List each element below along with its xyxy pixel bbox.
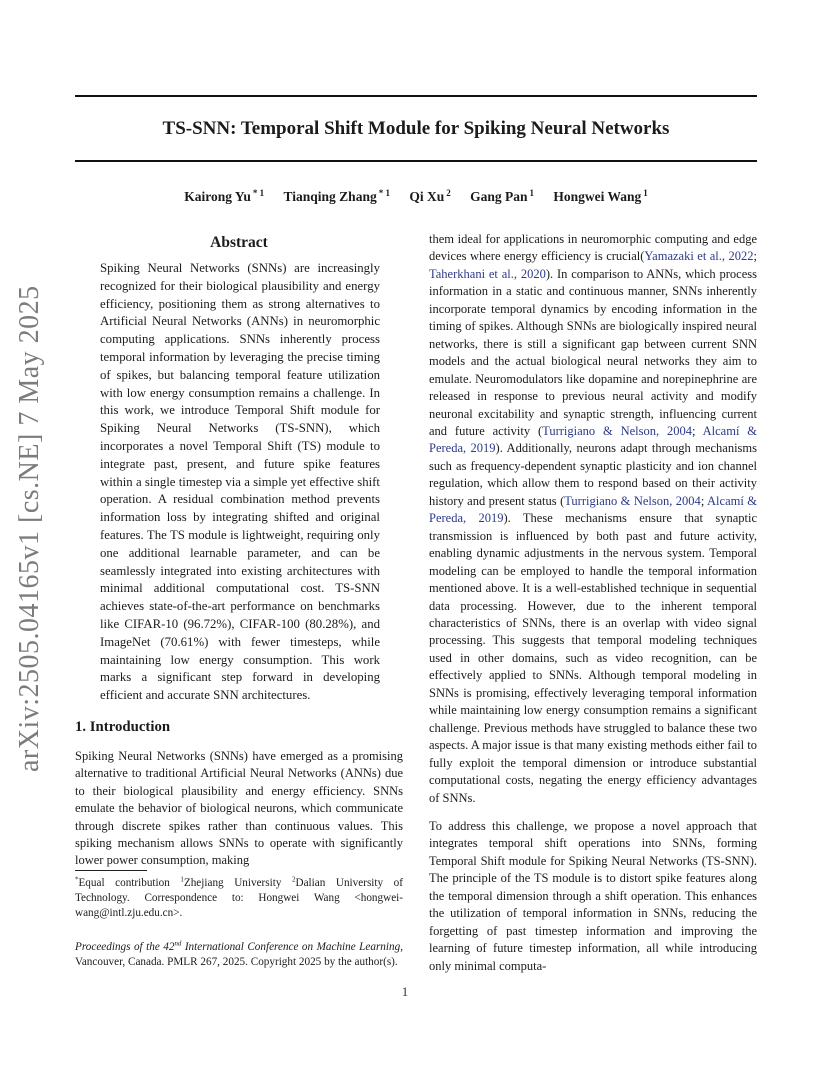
paper-title: TS-SNN: Temporal Shift Module for Spiking Neural Networks: [162, 118, 670, 139]
footnote: [75, 876, 403, 921]
text-segment: Proceedings of the 42: [75, 941, 175, 953]
text-segment: Dalian University of Technology. Correspondence to: Hongwei Wang <hongwei-wang@intl.zju.edu.cn>.: [75, 877, 403, 919]
author-4: [470, 189, 534, 204]
proceedings-notice: [75, 940, 403, 970]
author-4-name: Gang Pan: [470, 189, 528, 204]
text-segment: ;: [753, 249, 757, 264]
author-3: [409, 189, 450, 204]
title-bottom-rule: [75, 160, 757, 162]
citation-link[interactable]: Taherkhani et al., 2020: [429, 266, 546, 281]
text-segment: Zhejiang University: [183, 877, 293, 889]
citation-link[interactable]: Turrigiano & Nelson, 2004: [542, 423, 692, 438]
footnote-rule: [75, 870, 147, 871]
text-segment: 2: [292, 875, 296, 884]
text-segment: ;: [691, 423, 703, 438]
authors-line: [75, 189, 757, 205]
author-3-affiliation-mark: 2: [446, 187, 451, 198]
citation-link[interactable]: Turrigiano & Nelson, 2004: [564, 493, 701, 508]
text-segment: *: [75, 875, 79, 884]
author-5: [553, 189, 647, 204]
author-2: [284, 189, 390, 204]
introduction-heading: 1. Introduction: [75, 719, 171, 735]
text-segment: 1: [180, 875, 184, 884]
text-segment: International Conference on Machine Learning: [181, 941, 401, 953]
citation-link[interactable]: Alcamí & Pereda, 2019: [429, 493, 757, 526]
top-rule: [75, 95, 757, 97]
abstract-body: Spiking Neural Networks (SNNs) are increasingly recognized for their biological plausibility and energy efficiency, positioning them as strong alternatives to Artificial Neural Networks (ANNs) in neuromorphic computing applications. SNNs inherently process temporal information by leveraging the precise timing of spikes, but balancing temporal feature utilization with low energy consumption remains a challenge. In this work, we introduce Temporal Shift module for Spiking Neural Networks (TS-SNN), which incorporates a novel Temporal Shift (TS) module to integrate past, present, and future spike features within a single timestep via a simple yet effective shift operation. A residual combination method prevents information loss by integrating shifted and original features. The TS module is lightweight, requiring only one additional learnable parameter, and can be seamlessly integrated into existing architectures with minimal additional computational cost. TS-SNN achieves state-of-the-art performance on benchmarks like CIFAR-10 (96.72%), CIFAR-100 (80.28%), and ImageNet (70.61%) with fewer timesteps, while maintaining low energy consumption. This work marks a significant step forward in developing efficient and accurate SNN architectures.: [100, 261, 380, 703]
author-5-name: Hongwei Wang: [553, 189, 642, 204]
author-4-affiliation-mark: 1: [529, 187, 534, 198]
text-segment: ). These mechanisms ensure that synaptic transmission is influenced by both past and future activity, enabling dynamic adjustments in the nervous system. Temporal modeling can be employed to handle the temporal information mentioned above. It is a well-established technique in sequential data processing. However, due to the inherent temporal characteristics of SNNs, there is an overlap with video signal processing. This suggests that temporal modeling techniques used in other domains, such as video recognition, can be effectively applied to SNNs. Although temporal modeling in SNNs is promising, effectively leveraging temporal information while maintaining low energy consumption remains a significant challenge. Previous methods have struggled to balance these two aspects. A major issue is that many existing methods either fail to fully exploit the temporal dimension or introduce substantial computational costs, negating the energy efficiency advantages of SNNs.: [429, 511, 757, 805]
text-segment: nd: [174, 939, 182, 948]
page-number: 1: [401, 984, 409, 999]
author-2-name: Tianqing Zhang: [283, 189, 377, 204]
author-5-affiliation-mark: 1: [643, 187, 648, 198]
author-2-affiliation-mark: * 1: [378, 187, 390, 198]
text-segment: , Vancouver, Canada. PMLR 267, 2025. Copyright 2025 by the author(s).: [75, 941, 403, 968]
citation-link[interactable]: Alcamí & Pereda, 2019: [429, 423, 757, 456]
author-1-affiliation-mark: * 1: [252, 187, 265, 198]
author-3-name: Qi Xu: [409, 189, 445, 204]
right-column: [429, 231, 757, 986]
abstract-heading: Abstract: [210, 234, 268, 251]
text-segment: Equal contribution: [78, 877, 181, 889]
introduction-body: Spiking Neural Networks (SNNs) have emerged as a promising alternative to traditional Artificial Neural Networks (ANNs) due to their biological plausibility and energy efficiency. SNNs emulate the behavior of biological neurons, which communicate through discrete spikes rather than continuous values. This spiking mechanism allows SNNs to operate with significantly lower power consumption, making: [75, 749, 403, 868]
author-1-name: Kairong Yu: [184, 189, 251, 204]
text-segment: ;: [700, 493, 708, 508]
right-column-paragraph-2: To address this challenge, we propose a novel approach that integrates temporal shift operations into SNNs, forming Temporal Shift module for Spiking Neural Networks (TS-SNN). The principle of the TS module is to distort spike features along the temporal dimension through a shift operation. This enhances the utilization of temporal information in SNNs, reducing the forgetting of past timestep information and improving the learning of future timestep information, all while introducing only minimal computa-: [429, 818, 757, 973]
text-segment: ). In comparison to ANNs, which process information in a static and continuous manner, SNNs inherently incorporate temporal dynamics by encoding information in the timing of spikes. Although SNNs are biologically inspired neural networks, there is still a significant gap between current SNN models and the actual biological neural networks they aim to emulate. Neuromodulators like dopamine and norepinephrine are released in response to previous neural activity and modify neuronal excitability and synaptic strength, influencing current and future activity (: [429, 266, 757, 438]
text-segment: them ideal for applications in neuromorphic computing and edge devices where energy efficiency is crucial(: [429, 232, 757, 264]
text-segment: ). Additionally, neurons adapt through mechanisms such as frequency-dependent synaptic plasticity and ion channel regulation, which allow them to respond based on their activity history and present status (: [429, 441, 757, 508]
arxiv-watermark: arXiv:2505.04165v1 [cs.NE] 7 May 2025: [14, 285, 45, 772]
right-column-paragraph-1: [429, 231, 757, 807]
author-1: [184, 189, 264, 204]
citation-link[interactable]: Yamazaki et al., 2022: [644, 249, 754, 264]
